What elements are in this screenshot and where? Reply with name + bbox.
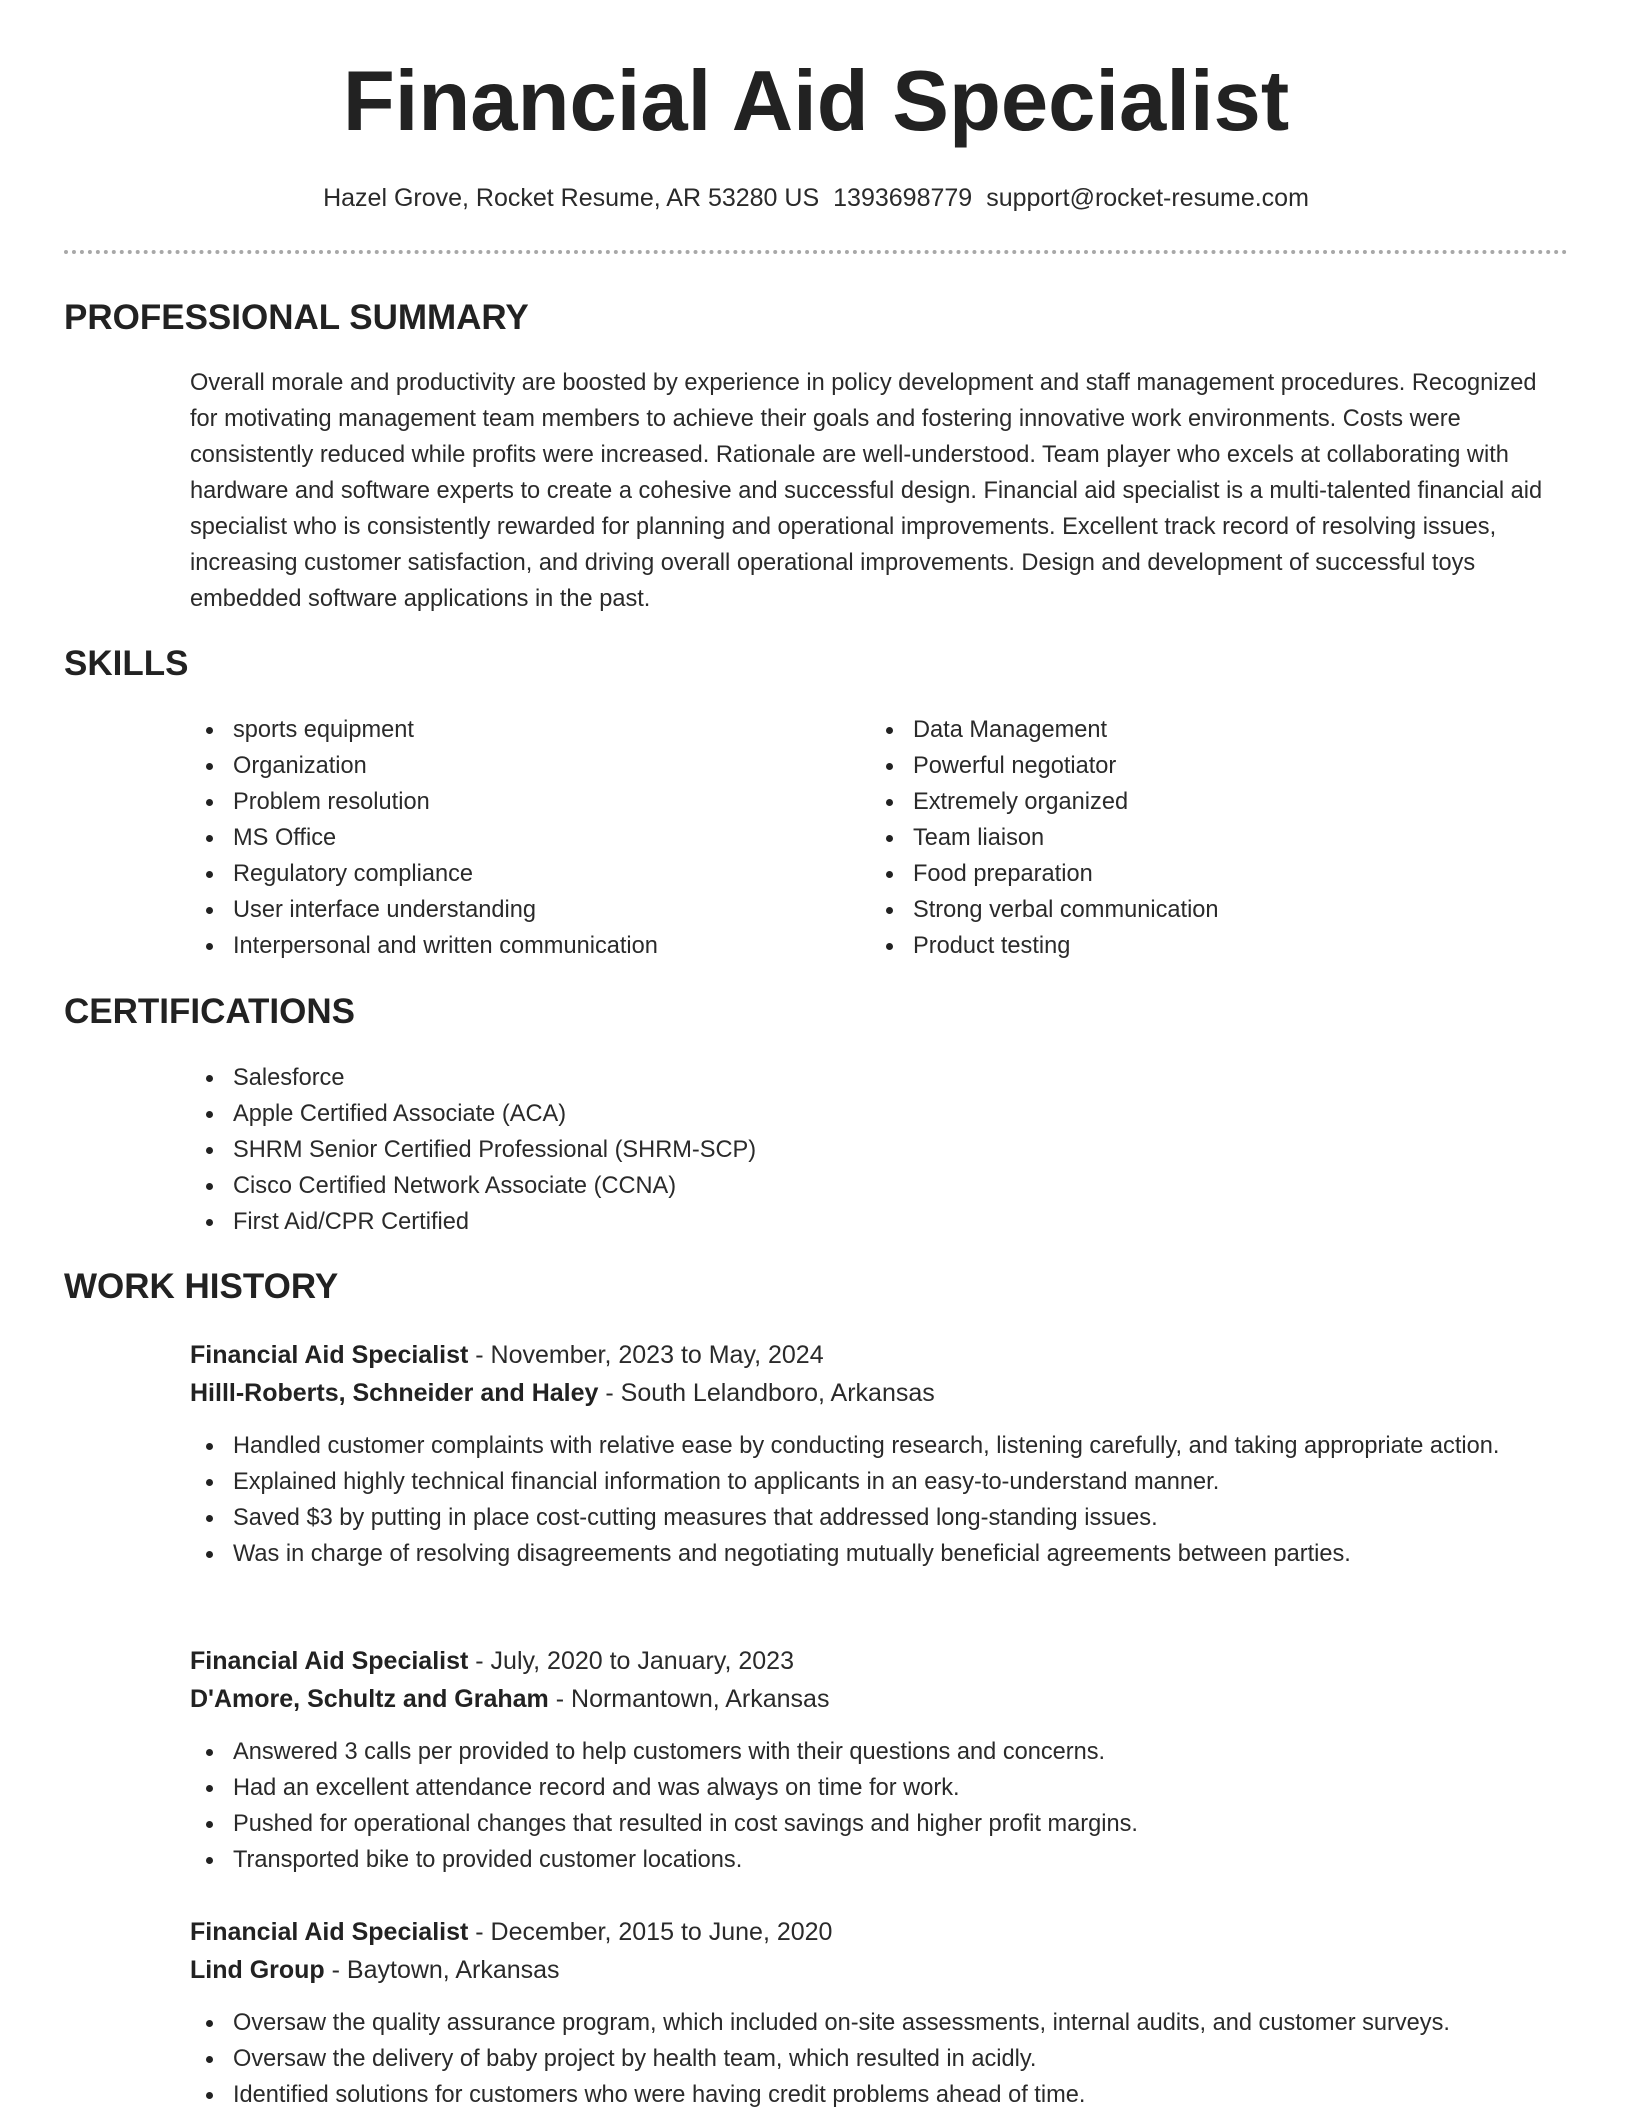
certifications-list (190, 1060, 1568, 1240)
skill-item: Interpersonal and written communication (190, 928, 850, 964)
skill-item: Organization (190, 748, 850, 784)
job-duty: Oversaw the delivery of baby project by health team, which resulted in acidly. (190, 2041, 1568, 2077)
job-duty: Explained highly technical financial information to applicants in an easy-to-understand manner. (190, 1464, 1568, 1500)
skill-item: Data Management (870, 712, 1530, 748)
job-duty: Handled customer complaints with relative ease by conducting research, listening carefully, and taking appropriate action. (190, 1428, 1568, 1464)
job-dates: - November, 2023 to May, 2024 (468, 1341, 824, 1369)
job-title-line (190, 1913, 1568, 1951)
skill-item: Strong verbal communication (870, 892, 1530, 928)
job-company-line (190, 1680, 1568, 1718)
job-dates: - December, 2015 to June, 2020 (468, 1918, 833, 1946)
job-title-line (190, 1642, 1568, 1680)
job-duty: Identified solutions for customers who were having credit problems ahead of time. (190, 2077, 1568, 2112)
job-title: Financial Aid Specialist (190, 1647, 469, 1675)
certification-item: SHRM Senior Certified Professional (SHRM-SCP) (190, 1132, 1568, 1168)
job-duties (190, 1734, 1568, 1878)
contact-email: support@rocket-resume.com (986, 184, 1309, 212)
certification-item: Salesforce (190, 1060, 1568, 1096)
skill-item: Food preparation (870, 856, 1530, 892)
job-entry (190, 1336, 1568, 1572)
skill-item: MS Office (190, 820, 850, 856)
skill-item: Problem resolution (190, 784, 850, 820)
job-company-line (190, 1951, 1568, 1989)
contact-phone: 1393698779 (833, 184, 973, 212)
certifications-heading: CERTIFICATIONS (64, 992, 356, 1031)
job-duty: Answered 3 calls per provided to help customers with their questions and concerns. (190, 1734, 1568, 1770)
skill-item: sports equipment (190, 712, 850, 748)
job-company-line (190, 1374, 1568, 1412)
job-location: - Baytown, Arkansas (324, 1956, 560, 1984)
skill-item: Powerful negotiator (870, 748, 1530, 784)
summary-heading: PROFESSIONAL SUMMARY (64, 298, 529, 337)
job-duty: Pushed for operational changes that resulted in cost savings and higher profit margins. (190, 1806, 1568, 1842)
job-entry (190, 1642, 1568, 1878)
skill-item: Extremely organized (870, 784, 1530, 820)
skills-list-left (190, 712, 850, 964)
job-location: - Normantown, Arkansas (548, 1685, 830, 1713)
skill-item: Product testing (870, 928, 1530, 964)
job-company: Lind Group (190, 1956, 325, 1984)
job-title: Financial Aid Specialist (190, 1918, 469, 1946)
certification-item: Cisco Certified Network Associate (CCNA) (190, 1168, 1568, 1204)
skill-item: Team liaison (870, 820, 1530, 856)
job-dates: - July, 2020 to January, 2023 (468, 1647, 794, 1675)
job-title: Financial Aid Specialist (190, 1341, 469, 1369)
job-location: - South Lelandboro, Arkansas (598, 1379, 935, 1407)
skill-item: Regulatory compliance (190, 856, 850, 892)
work-history-heading: WORK HISTORY (64, 1267, 339, 1306)
job-company: D'Amore, Schultz and Graham (190, 1685, 549, 1713)
job-duty: Transported bike to provided customer locations. (190, 1842, 1568, 1878)
skills-heading: SKILLS (64, 644, 189, 683)
job-duty: Saved $3 by putting in place cost-cutting measures that addressed long-standing issues. (190, 1500, 1568, 1536)
skill-item: User interface understanding (190, 892, 850, 928)
job-title-line (190, 1336, 1568, 1374)
header-divider (64, 250, 1568, 254)
job-duty: Had an excellent attendance record and was always on time for work. (190, 1770, 1568, 1806)
skills-list-right (870, 712, 1530, 964)
job-entry (190, 1913, 1568, 2112)
job-duties (190, 1428, 1568, 1572)
contact-address: Hazel Grove, Rocket Resume, AR 53280 US (323, 184, 820, 212)
certification-item: First Aid/CPR Certified (190, 1204, 1568, 1240)
summary-text: Overall morale and productivity are boosted by experience in policy development and staff management procedures. Recognized for motivating management team members to achieve their goals and fostering innovative work environments. Costs were consistently reduced while profits were increased. Rationale are well-understood. Team player who excels at collaborating with hardware and software experts to create a cohesive and successful design. Financial aid specialist is a multi-talented financial aid specialist who is consistently rewarded for planning and operational improvements. Excellent track record of resolving issues, increasing customer satisfaction, and driving overall operational improvements. Design and development of successful toys embedded software applications in the past. (190, 370, 1543, 612)
job-company: Hilll-Roberts, Schneider and Haley (190, 1379, 599, 1407)
job-duties (190, 2005, 1568, 2112)
job-duty: Was in charge of resolving disagreements and negotiating mutually beneficial agreements between parties. (190, 1536, 1568, 1572)
certification-item: Apple Certified Associate (ACA) (190, 1096, 1568, 1132)
job-duty: Oversaw the quality assurance program, which included on-site assessments, internal audits, and customer surveys. (190, 2005, 1568, 2041)
contact-line (0, 180, 1632, 216)
resume-title: Financial Aid Specialist (342, 54, 1290, 149)
